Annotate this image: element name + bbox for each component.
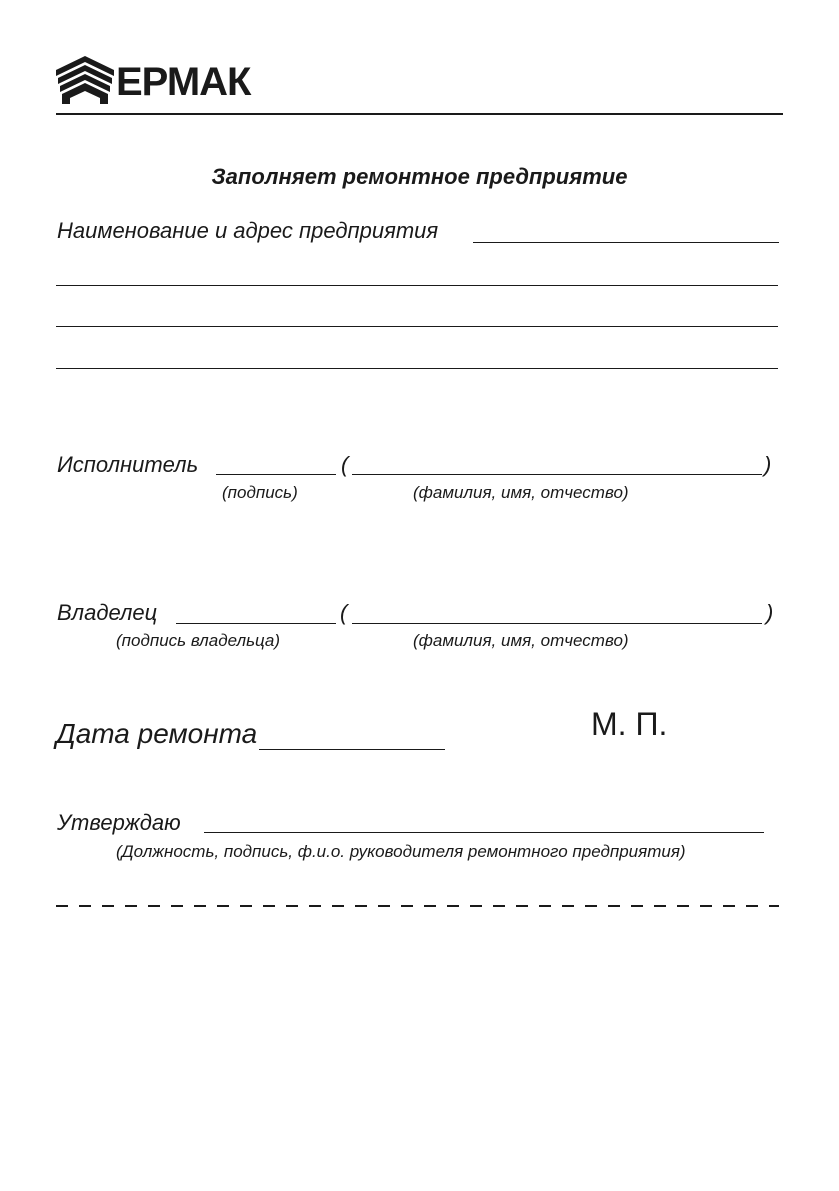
owner-close-paren: ) — [766, 600, 774, 625]
executor-name-hint: (фамилия, имя, отчество) — [413, 483, 629, 502]
cut-line — [56, 905, 779, 907]
repair-date-line[interactable] — [259, 749, 445, 750]
owner-open-paren: ( — [340, 600, 348, 625]
approve-label: Утверждаю — [57, 810, 181, 835]
executor-label: Исполнитель — [57, 452, 199, 477]
executor-name-line[interactable] — [352, 474, 762, 475]
executor-signature-line[interactable] — [216, 474, 336, 475]
executor-signature-hint: (подпись) — [222, 483, 298, 502]
enterprise-line-4[interactable] — [56, 368, 778, 369]
approve-line[interactable] — [204, 832, 764, 833]
stacked-roof-icon — [56, 56, 114, 106]
approve-hint: (Должность, подпись, ф.и.о. руководителя ремонтного предприятия) — [116, 842, 686, 861]
enterprise-label: Наименование и адрес предприятия — [57, 218, 439, 243]
owner-label: Владелец — [57, 600, 158, 625]
executor-open-paren: ( — [341, 452, 349, 477]
enterprise-line-2[interactable] — [56, 285, 778, 286]
header-divider — [56, 113, 783, 115]
owner-signature-line[interactable] — [176, 623, 336, 624]
brand-logo — [56, 56, 296, 108]
enterprise-line-1[interactable] — [473, 242, 779, 243]
owner-name-hint: (фамилия, имя, отчество) — [413, 631, 629, 650]
stamp-place: М. П. — [591, 706, 668, 742]
owner-name-line[interactable] — [352, 623, 762, 624]
section-title: Заполняет ремонтное предприятие — [211, 164, 628, 189]
executor-close-paren: ) — [764, 452, 772, 477]
brand-name: ЕРМАК — [116, 60, 251, 104]
enterprise-line-3[interactable] — [56, 326, 778, 327]
repair-date-label: Дата ремонта — [56, 718, 258, 749]
owner-signature-hint: (подпись владельца) — [116, 631, 281, 650]
